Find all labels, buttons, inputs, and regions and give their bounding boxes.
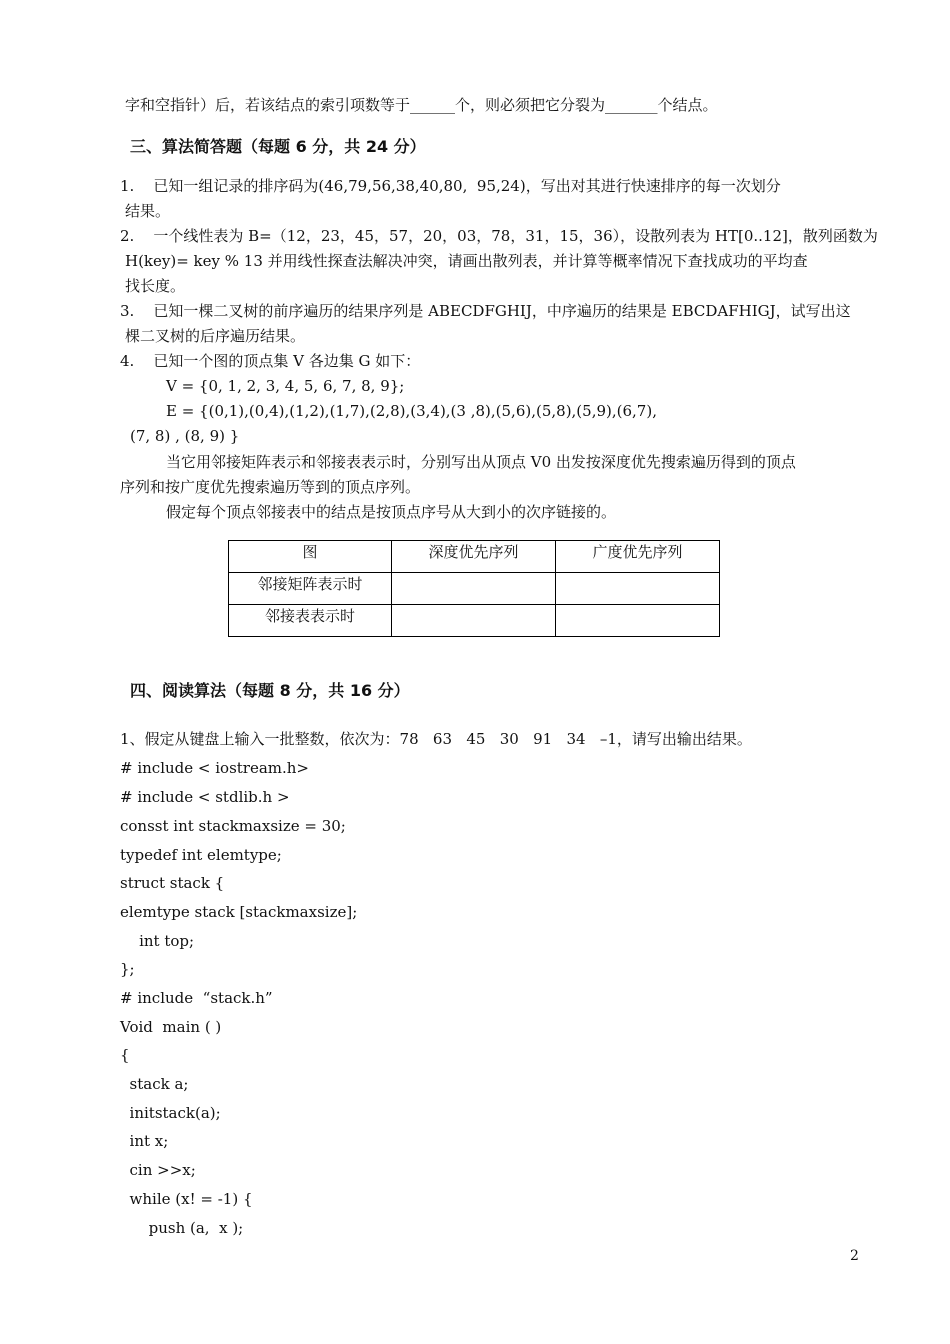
code-line: { bbox=[120, 1046, 130, 1064]
question-3-1-line-2: 结果。 bbox=[125, 202, 171, 220]
question-3-2-line-2: H(key)= key % 13 并用线性探查法解决冲突，请画出散列表，并计算等概率情况下查找成功的平均查 bbox=[125, 252, 808, 270]
blank-line-text: 字和空指针）后，若该结点的索引项数等于______个，则必须把它分裂为_______个结点。 bbox=[125, 96, 718, 114]
code-line: initstack(a); bbox=[120, 1104, 221, 1122]
code-line: struct stack { bbox=[120, 874, 225, 892]
question-3-1-line-1: 1. 已知一组记录的排序码为(46,79,56,38,40,80, 95,24)，写出对其进行快速排序的每一次划分 bbox=[120, 177, 781, 195]
code-line: push (a, x ); bbox=[120, 1219, 244, 1237]
section-4-heading: 四、阅读算法（每题 8 分，共 16 分） bbox=[130, 681, 410, 700]
question-3-4-paragraph-1b: 序列和按广度优先搜索遍历等到的顶点序列。 bbox=[120, 478, 421, 496]
code-line: # include “stack.h” bbox=[120, 989, 273, 1007]
code-line: typedef int elemtype; bbox=[120, 846, 282, 864]
code-line: elemtype stack [stackmaxsize]; bbox=[120, 903, 358, 921]
edge-set-line-2: (7, 8) , (8, 9) } bbox=[130, 427, 240, 445]
traversal-table bbox=[228, 540, 720, 637]
vertex-set: V = {0, 1, 2, 3, 4, 5, 6, 7, 8, 9}; bbox=[166, 377, 405, 395]
code-line: # include < stdlib.h > bbox=[120, 788, 290, 806]
table-header-cell: 深度优先序列 bbox=[392, 541, 556, 573]
code-line: stack a; bbox=[120, 1075, 189, 1093]
question-3-4-paragraph-1a: 当它用邻接矩阵表示和邻接表表示时，分别写出从顶点 V0 出发按深度优先搜索遍历得到的顶点 bbox=[166, 453, 796, 471]
table-row bbox=[229, 573, 720, 605]
table-header-row bbox=[229, 541, 720, 573]
code-line: consst int stackmaxsize = 30; bbox=[120, 817, 346, 835]
section-3-heading: 三、算法简答题（每题 6 分，共 24 分） bbox=[130, 137, 426, 156]
code-line: int x; bbox=[120, 1132, 169, 1150]
question-3-2-line-1: 2. 一个线性表为 B=（12，23，45，57，20，03，78，31，15，36），设散列表为 HT[0..12]，散列函数为 bbox=[120, 227, 878, 245]
question-3-4-paragraph-2: 假定每个顶点邻接表中的结点是按顶点序号从大到小的次序链接的。 bbox=[166, 503, 617, 521]
code-line: Void main ( ) bbox=[120, 1018, 222, 1036]
table-cell bbox=[392, 573, 556, 605]
code-line: int top; bbox=[120, 932, 195, 950]
table-cell: 邻接表表示时 bbox=[229, 605, 392, 637]
table-row bbox=[229, 605, 720, 637]
table-cell bbox=[392, 605, 556, 637]
table-cell: 邻接矩阵表示时 bbox=[229, 573, 392, 605]
code-line: while (x! = -1) { bbox=[120, 1190, 253, 1208]
page-number: 2 bbox=[850, 1248, 859, 1264]
question-4-1: 1、假定从键盘上输入一批整数，依次为：78 63 45 30 91 34 –1，请写出输出结果。 bbox=[120, 730, 752, 748]
question-3-3-line-2: 棵二叉树的后序遍历结果。 bbox=[125, 327, 306, 345]
table-cell bbox=[556, 573, 720, 605]
question-3-3-line-1: 3. 已知一棵二叉树的前序遍历的结果序列是 ABECDFGHIJ，中序遍历的结果是 EBCDAFHIGJ，试写出这 bbox=[120, 302, 851, 320]
code-line: cin >>x; bbox=[120, 1161, 196, 1179]
code-line: }; bbox=[120, 960, 135, 978]
question-3-4-line-1: 4. 已知一个图的顶点集 V 各边集 G 如下： bbox=[120, 352, 421, 370]
table-header-cell: 图 bbox=[229, 541, 392, 573]
edge-set-line-1: E = {(0,1),(0,4),(1,2),(1,7),(2,8),(3,4),(3 ,8),(5,6),(5,8),(5,9),(6,7), bbox=[166, 402, 657, 420]
table-header-cell: 广度优先序列 bbox=[556, 541, 720, 573]
code-line: # include < iostream.h> bbox=[120, 759, 310, 777]
question-3-2-line-3: 找长度。 bbox=[125, 277, 186, 295]
table-cell bbox=[556, 605, 720, 637]
